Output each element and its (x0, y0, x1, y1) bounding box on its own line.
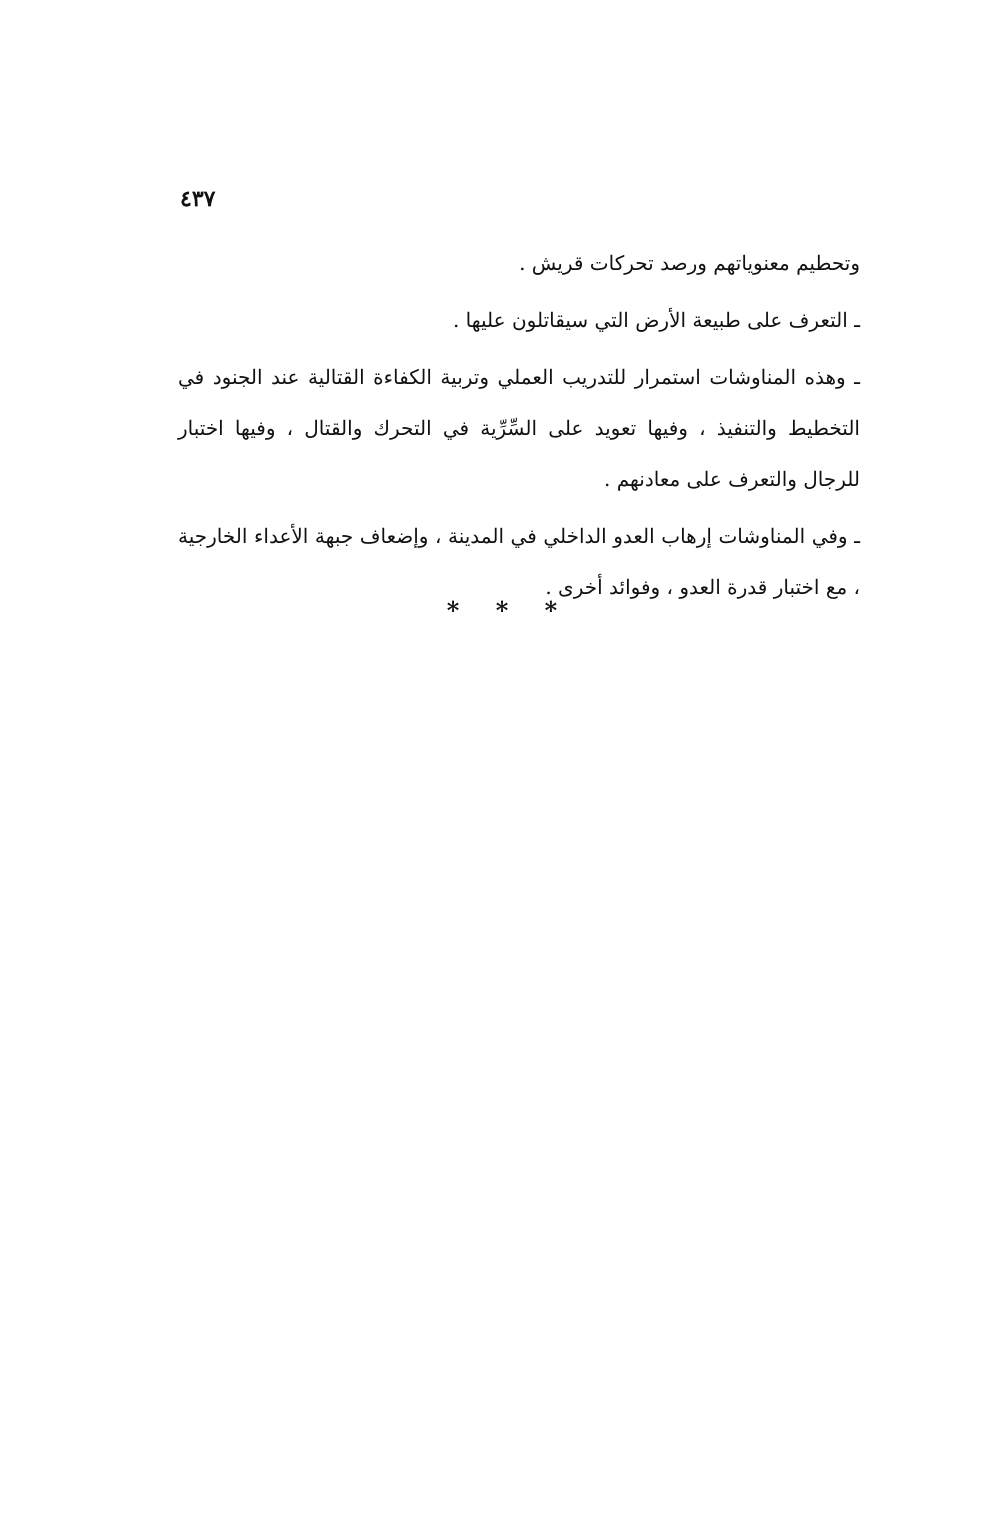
separator-star: * (544, 596, 558, 625)
page-number: ٤٣٧ (180, 186, 216, 212)
paragraph-1: وتحطيم معنوياتهم ورصد تحركات قريش . (519, 251, 860, 275)
paragraph-2: ـ التعرف على طبيعة الأرض التي سيقاتلون عليها . (452, 308, 860, 332)
section-separator (0, 596, 1004, 625)
separator-star: * (495, 596, 509, 625)
paragraph-4: ـ وفي المناوشات إرهاب العدو الداخلي في المدينة ، وإضعاف جبهة الأعداء الخارجية ، مع اختبار قدرة العدو ، وفوائد أخرى . (178, 524, 860, 599)
body-text (178, 238, 860, 619)
paragraph-3: ـ وهذه المناوشات استمرار للتدريب العملي وتربية الكفاءة القتالية عند الجنود في التخطيط والتنفيذ ، وفيها تعويد على السِّرِّية في التحرك والقتال ، وفيها اختبار للرجال والتعرف على معادنهم . (178, 365, 860, 491)
separator-star: * (446, 596, 460, 625)
